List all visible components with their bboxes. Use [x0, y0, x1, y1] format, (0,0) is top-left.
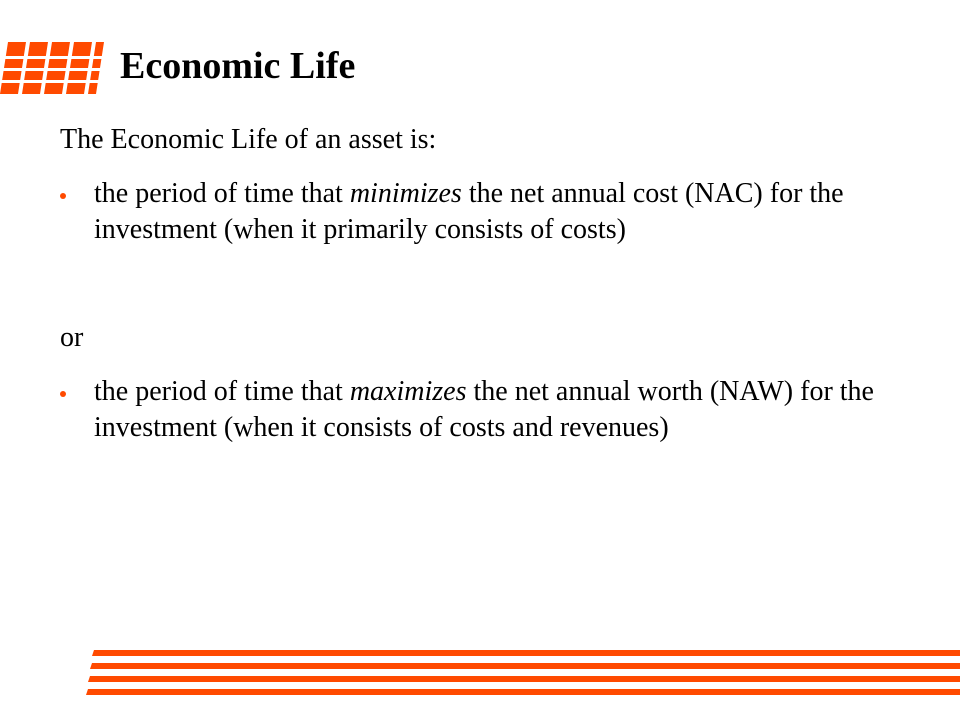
bullet-emphasis: minimizes	[349, 178, 462, 209]
bullet-item-maximizes	[60, 374, 900, 446]
bullet-text-before: the period of time that	[94, 376, 350, 407]
connector-text: or	[60, 322, 84, 353]
bullet-text-before: the period of time that	[94, 178, 350, 209]
bullet-dot-icon	[60, 391, 66, 397]
bullet-dot-icon	[60, 193, 66, 199]
bullet-text-after: the net annual cost (NAC) for the investment (when it primarily consists of costs)	[94, 178, 844, 245]
bullet-item-minimizes	[60, 176, 900, 248]
intro-text: The Economic Life of an asset is:	[60, 124, 437, 155]
bullet-text-after: the net annual worth (NAW) for the investment (when it consists of costs and revenues)	[94, 376, 874, 443]
footer-stripes-decoration	[86, 650, 960, 696]
bullet-text	[94, 176, 900, 248]
slanted-bars-logo	[0, 42, 112, 94]
bullet-emphasis: maximizes	[349, 376, 467, 407]
bullet-text	[94, 374, 900, 446]
slide-title: Economic Life	[120, 45, 356, 87]
